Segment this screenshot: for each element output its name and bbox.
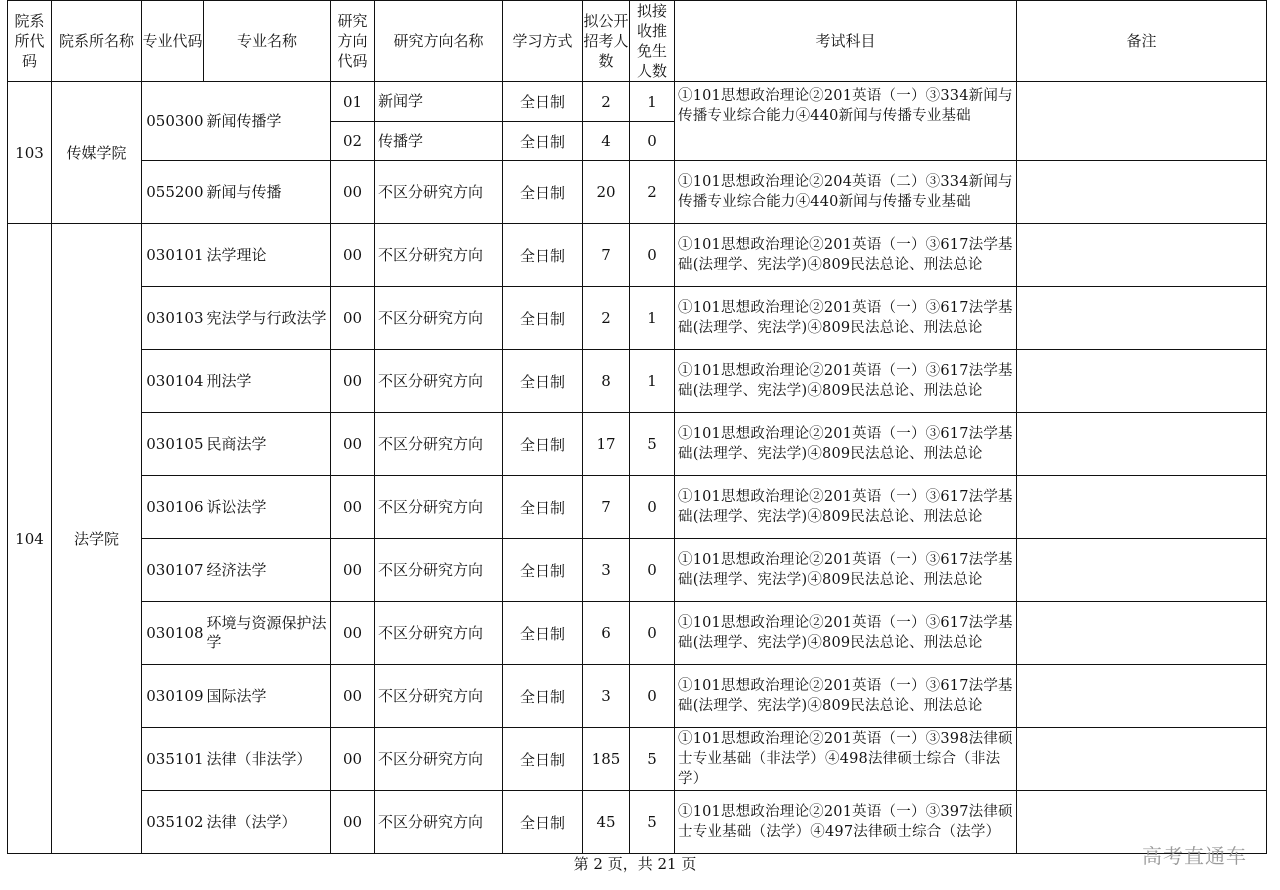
table-row	[8, 476, 1267, 539]
mode-cell: 全日制	[503, 539, 583, 602]
major-code-cell: 030103	[142, 287, 204, 350]
dir-code-cell: 02	[331, 122, 375, 161]
exam-cell: ①101思想政治理论②201英语（一）③397法律硕士专业基础（法学）④497法律硕士综合（法学）	[675, 791, 1017, 854]
exam-cell: ①101思想政治理论②204英语（二）③334新闻与传播专业综合能力④440新闻与传播专业基础	[675, 161, 1017, 224]
dir-name-cell: 不区分研究方向	[375, 728, 503, 791]
quota-cell: 3	[583, 539, 630, 602]
major-name-cell: 诉讼法学	[204, 476, 331, 539]
major-code-cell: 035101	[142, 728, 204, 791]
exam-cell: ①101思想政治理论②201英语（一）③617法学基础(法理学、宪法学)④809民法总论、刑法总论	[675, 539, 1017, 602]
exempt-cell: 0	[630, 122, 675, 161]
quota-cell: 17	[583, 413, 630, 476]
mode-cell: 全日制	[503, 161, 583, 224]
dir-code-cell: 00	[331, 665, 375, 728]
note-cell	[1017, 665, 1267, 728]
dir-code-cell: 01	[331, 82, 375, 122]
table-row	[8, 350, 1267, 413]
exam-cell: ①101思想政治理论②201英语（一）③617法学基础(法理学、宪法学)④809民法总论、刑法总论	[675, 602, 1017, 665]
note-cell	[1017, 539, 1267, 602]
exempt-cell: 0	[630, 665, 675, 728]
quota-cell: 6	[583, 602, 630, 665]
dir-code-cell: 00	[331, 350, 375, 413]
dir-code-cell: 00	[331, 602, 375, 665]
dir-name-cell: 不区分研究方向	[375, 413, 503, 476]
exempt-cell: 5	[630, 791, 675, 854]
table-row	[8, 82, 1267, 122]
dir-code-cell: 00	[331, 287, 375, 350]
major-name-cell: 新闻传播学	[204, 82, 331, 161]
mode-cell: 全日制	[503, 728, 583, 791]
note-cell	[1017, 728, 1267, 791]
mode-cell: 全日制	[503, 350, 583, 413]
exam-cell: ①101思想政治理论②201英语（一）③617法学基础(法理学、宪法学)④809民法总论、刑法总论	[675, 413, 1017, 476]
mode-cell: 全日制	[503, 224, 583, 287]
exempt-cell: 0	[630, 539, 675, 602]
quota-cell: 7	[583, 476, 630, 539]
inst-code-cell: 104	[8, 224, 52, 854]
exam-cell: ①101思想政治理论②201英语（一）③617法学基础(法理学、宪法学)④809民法总论、刑法总论	[675, 224, 1017, 287]
mode-cell: 全日制	[503, 287, 583, 350]
table-row	[8, 161, 1267, 224]
exam-cell: ①101思想政治理论②201英语（一）③617法学基础(法理学、宪法学)④809民法总论、刑法总论	[675, 665, 1017, 728]
header-inst-name: 院系所名称	[52, 1, 142, 82]
inst-name-cell: 法学院	[52, 224, 142, 854]
header-note: 备注	[1017, 1, 1267, 82]
major-name-cell: 法律（法学）	[204, 791, 331, 854]
exam-cell: ①101思想政治理论②201英语（一）③617法学基础(法理学、宪法学)④809民法总论、刑法总论	[675, 476, 1017, 539]
major-code-cell: 030104	[142, 350, 204, 413]
exempt-cell: 2	[630, 161, 675, 224]
table-row	[8, 287, 1267, 350]
table-row	[8, 224, 1267, 287]
mode-cell: 全日制	[503, 791, 583, 854]
mode-cell: 全日制	[503, 602, 583, 665]
mode-cell: 全日制	[503, 665, 583, 728]
major-name-cell: 经济法学	[204, 539, 331, 602]
dir-code-cell: 00	[331, 728, 375, 791]
exam-cell: ①101思想政治理论②201英语（一）③617法学基础(法理学、宪法学)④809民法总论、刑法总论	[675, 287, 1017, 350]
quota-cell: 2	[583, 287, 630, 350]
major-code-cell: 050300	[142, 82, 204, 161]
exempt-cell: 0	[630, 602, 675, 665]
exam-cell: ①101思想政治理论②201英语（一）③334新闻与传播专业综合能力④440新闻与传播专业基础	[675, 82, 1017, 161]
major-name-cell: 新闻与传播	[204, 161, 331, 224]
mode-cell: 全日制	[503, 413, 583, 476]
dir-name-cell: 不区分研究方向	[375, 224, 503, 287]
note-cell	[1017, 161, 1267, 224]
exempt-cell: 1	[630, 350, 675, 413]
note-cell	[1017, 413, 1267, 476]
quota-cell: 8	[583, 350, 630, 413]
exempt-cell: 1	[630, 287, 675, 350]
major-code-cell: 055200	[142, 161, 204, 224]
major-code-cell: 030101	[142, 224, 204, 287]
major-name-cell: 环境与资源保护法学	[204, 602, 331, 665]
page-number: 第 2 页，共 21 页	[573, 855, 697, 873]
major-code-cell: 030107	[142, 539, 204, 602]
header-inst-code: 院系所代码	[8, 1, 52, 82]
dir-code-cell: 00	[331, 791, 375, 854]
exempt-cell: 5	[630, 413, 675, 476]
dir-name-cell: 不区分研究方向	[375, 350, 503, 413]
dir-name-cell: 新闻学	[375, 82, 503, 122]
dir-name-cell: 不区分研究方向	[375, 665, 503, 728]
note-cell	[1017, 476, 1267, 539]
exempt-cell: 0	[630, 224, 675, 287]
header-quota: 拟公开招考人数	[583, 1, 630, 82]
note-cell	[1017, 602, 1267, 665]
quota-cell: 20	[583, 161, 630, 224]
inst-name-cell: 传媒学院	[52, 82, 142, 224]
dir-name-cell: 传播学	[375, 122, 503, 161]
exempt-cell: 0	[630, 476, 675, 539]
major-name-cell: 法学理论	[204, 224, 331, 287]
header-dir-code: 研究方向代码	[331, 1, 375, 82]
exempt-cell: 1	[630, 82, 675, 122]
quota-cell: 7	[583, 224, 630, 287]
dir-code-cell: 00	[331, 224, 375, 287]
table-row	[8, 602, 1267, 665]
dir-name-cell: 不区分研究方向	[375, 287, 503, 350]
note-cell	[1017, 82, 1267, 161]
mode-cell: 全日制	[503, 122, 583, 161]
exempt-cell: 5	[630, 728, 675, 791]
dir-name-cell: 不区分研究方向	[375, 161, 503, 224]
major-name-cell: 刑法学	[204, 350, 331, 413]
note-cell	[1017, 287, 1267, 350]
mode-cell: 全日制	[503, 82, 583, 122]
quota-cell: 185	[583, 728, 630, 791]
exam-cell: ①101思想政治理论②201英语（一）③398法律硕士专业基础（非法学）④498法律硕士综合（非法学）	[675, 728, 1017, 791]
dir-code-cell: 00	[331, 539, 375, 602]
major-name-cell: 民商法学	[204, 413, 331, 476]
quota-cell: 4	[583, 122, 630, 161]
major-name-cell: 法律（非法学）	[204, 728, 331, 791]
header-exempt: 拟接收推免生人数	[630, 1, 675, 82]
major-code-cell: 030105	[142, 413, 204, 476]
major-code-cell: 035102	[142, 791, 204, 854]
header-major-name: 专业名称	[204, 1, 331, 82]
watermark: 高考直通车	[1142, 844, 1247, 868]
note-cell	[1017, 224, 1267, 287]
major-code-cell: 030106	[142, 476, 204, 539]
table-row	[8, 665, 1267, 728]
header-study-mode: 学习方式	[503, 1, 583, 82]
header-row	[8, 1, 1267, 82]
dir-name-cell: 不区分研究方向	[375, 791, 503, 854]
dir-name-cell: 不区分研究方向	[375, 476, 503, 539]
note-cell	[1017, 350, 1267, 413]
major-name-cell: 国际法学	[204, 665, 331, 728]
table-row	[8, 728, 1267, 791]
enrollment-table	[7, 0, 1267, 854]
exam-cell: ①101思想政治理论②201英语（一）③617法学基础(法理学、宪法学)④809民法总论、刑法总论	[675, 350, 1017, 413]
major-code-cell: 030108	[142, 602, 204, 665]
table-row	[8, 539, 1267, 602]
table-row	[8, 791, 1267, 854]
dir-code-cell: 00	[331, 161, 375, 224]
major-name-cell: 宪法学与行政法学	[204, 287, 331, 350]
dir-name-cell: 不区分研究方向	[375, 602, 503, 665]
quota-cell: 3	[583, 665, 630, 728]
dir-code-cell: 00	[331, 476, 375, 539]
inst-code-cell: 103	[8, 82, 52, 224]
header-exam: 考试科目	[675, 1, 1017, 82]
dir-code-cell: 00	[331, 413, 375, 476]
header-dir-name: 研究方向名称	[375, 1, 503, 82]
quota-cell: 45	[583, 791, 630, 854]
header-major-code: 专业代码	[142, 1, 204, 82]
mode-cell: 全日制	[503, 476, 583, 539]
dir-name-cell: 不区分研究方向	[375, 539, 503, 602]
table-row	[8, 413, 1267, 476]
major-code-cell: 030109	[142, 665, 204, 728]
quota-cell: 2	[583, 82, 630, 122]
